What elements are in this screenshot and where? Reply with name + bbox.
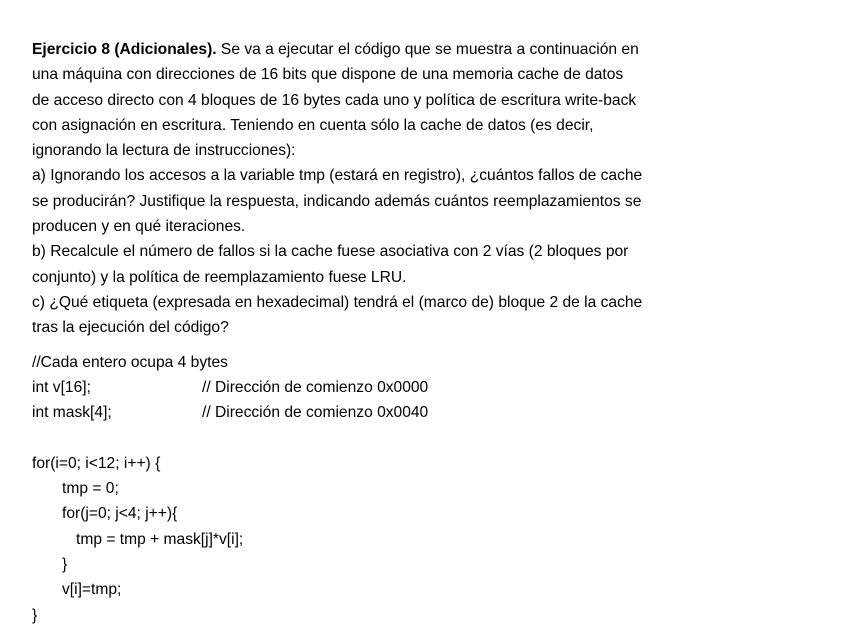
code-line: for(i=0; i<12; i++) { xyxy=(32,454,161,472)
code-decl-v xyxy=(32,375,822,400)
decl-v-text: int v[16]; xyxy=(32,378,91,396)
code-line: } xyxy=(62,555,68,573)
code-comment: //Cada entero ocupa 4 bytes xyxy=(32,353,228,371)
question-b-line: b) Recalcule el número de fallos si la cache fuese asociativa con 2 vías (2 bloques por xyxy=(32,243,629,261)
spacer xyxy=(32,341,822,350)
question-a-line: producen y en qué iteraciones. xyxy=(32,218,246,236)
decl-mask-comment: // Dirección de comienzo 0x0040 xyxy=(202,404,429,422)
question-c-line: tras la ejecución del código? xyxy=(32,319,229,337)
statement-line-1 xyxy=(32,37,822,62)
question-b-line: conjunto) y la política de reemplazamiento fuese LRU. xyxy=(32,268,407,286)
question-a-line: se producirán? Justifique la respuesta, indicando además cuántos reemplazamientos se xyxy=(32,192,642,210)
intro-text: Se va a ejecutar el código que se muestra a continuación en xyxy=(216,41,639,58)
exercise-statement xyxy=(32,37,822,341)
code-line: tmp = tmp + mask[j]*v[i]; xyxy=(76,530,244,548)
decl-mask-text: int mask[4]; xyxy=(32,404,112,422)
code-decl-mask xyxy=(32,400,822,425)
code-line: } xyxy=(32,606,38,624)
intro-line: de acceso directo con 4 bloques de 16 bytes cada uno y política de escritura write-back xyxy=(32,91,637,109)
code-line: for(j=0; j<4; j++){ xyxy=(62,505,178,523)
code-blank-line xyxy=(32,425,822,450)
code-line: v[i]=tmp; xyxy=(62,581,122,599)
question-a-line: a) Ignorando los accesos a la variable tmp (estará en registro), ¿cuántos fallos de cache xyxy=(32,167,643,185)
code-listing xyxy=(32,350,822,628)
decl-v-comment: // Dirección de comienzo 0x0000 xyxy=(202,378,429,396)
intro-line: ignorando la lectura de instrucciones): xyxy=(32,142,296,160)
exercise-document xyxy=(32,37,822,628)
intro-line: con asignación en escritura. Teniendo en cuenta sólo la cache de datos (es decir, xyxy=(32,116,594,134)
exercise-title: Ejercicio 8 (Adicionales). xyxy=(32,41,217,58)
question-c-line: c) ¿Qué etiqueta (expresada en hexadecimal) tendrá el (marco de) bloque 2 de la cache xyxy=(32,293,643,311)
intro-line: una máquina con direcciones de 16 bits que dispone de una memoria cache de datos xyxy=(32,66,624,84)
code-line: tmp = 0; xyxy=(62,480,119,498)
